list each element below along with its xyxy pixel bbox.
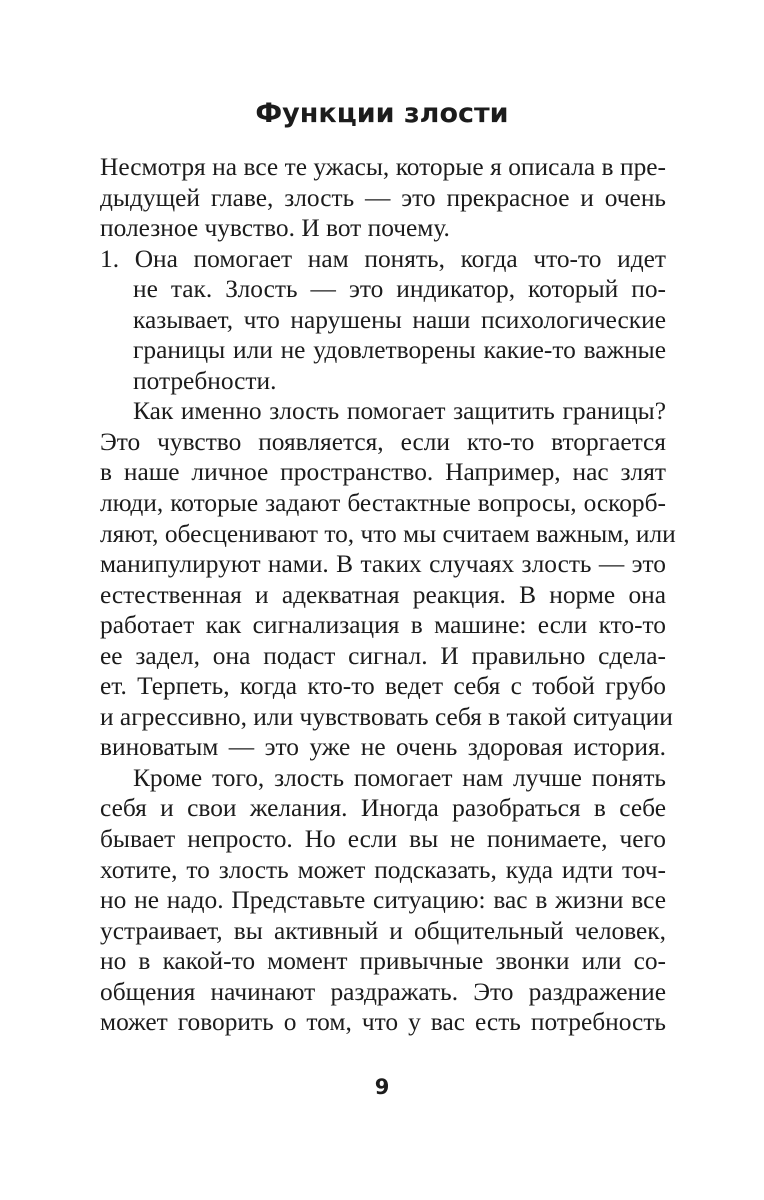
page-number: 9 xyxy=(374,1075,390,1099)
text-line: манипулируют нами. В таких случаях злость — это xyxy=(100,550,666,579)
text-line: работает как сигнализация в машине: если кто-то xyxy=(100,611,666,640)
text-line: Как именно злость помогает защитить границы? xyxy=(133,397,666,426)
list-item-line: 1. Она помогает нам понять, когда что-то идет xyxy=(100,244,666,273)
list-item-line: границы или не удовлетворены какие-то важные xyxy=(133,336,666,365)
text-line: люди, которые задают бестактные вопросы, оскорб- xyxy=(100,489,666,518)
text-line: Несмотря на все те ужасы, которые я описала в пре- xyxy=(100,153,666,181)
text-line: полезное чувство. И вот почему. xyxy=(100,214,450,243)
chapter-title: Функции злости xyxy=(255,98,509,129)
text-line: и агрессивно, или чувствовать себя в такой ситуации xyxy=(100,702,673,731)
text-line: ет. Терпеть, когда кто-то ведет себя с тобой грубо xyxy=(100,672,666,701)
list-item-line: потребности. xyxy=(133,366,277,395)
body-text xyxy=(100,152,676,1038)
text-line: бывает непросто. Но если вы не понимаете, чего xyxy=(100,825,666,854)
text-line: хотите, то злость может подсказать, куда идти точ- xyxy=(100,855,666,884)
text-line: дыдущей главе, злость — это прекрасное и очень xyxy=(100,183,666,212)
text-line: но не надо. Представьте ситуацию: вас в жизни все xyxy=(100,886,666,915)
text-line: Это чувство появляется, если кто-то вторгается xyxy=(100,427,666,456)
text-line: устраивает, вы активный и общительный человек, xyxy=(100,916,666,945)
text-line: ее задел, она подаст сигнал. И правильно сдела- xyxy=(100,641,666,670)
list-item-line: казывает, что нарушены наши психологические xyxy=(133,305,666,334)
text-line: себя и свои желания. Иногда разобраться в себе xyxy=(100,794,666,823)
text-line: но в какой-то момент привычные звонки или со- xyxy=(100,947,666,976)
text-line: общения начинают раздражать. Это раздражение xyxy=(100,977,666,1006)
text-line: может говорить о том, что у вас есть потребность xyxy=(100,1008,666,1037)
text-line: ляют, обесценивают то, что мы считаем важным, или xyxy=(100,519,676,548)
text-line: в наше личное пространство. Например, нас злят xyxy=(100,458,666,487)
list-item-line: не так. Злость — это индикатор, который по- xyxy=(133,275,666,304)
text-line: виноватым — это уже не очень здоровая история. xyxy=(100,733,666,762)
text-line: естественная и адекватная реакция. В норме она xyxy=(100,580,666,609)
text-line: Кроме того, злость помогает нам лучше понять xyxy=(133,763,666,792)
